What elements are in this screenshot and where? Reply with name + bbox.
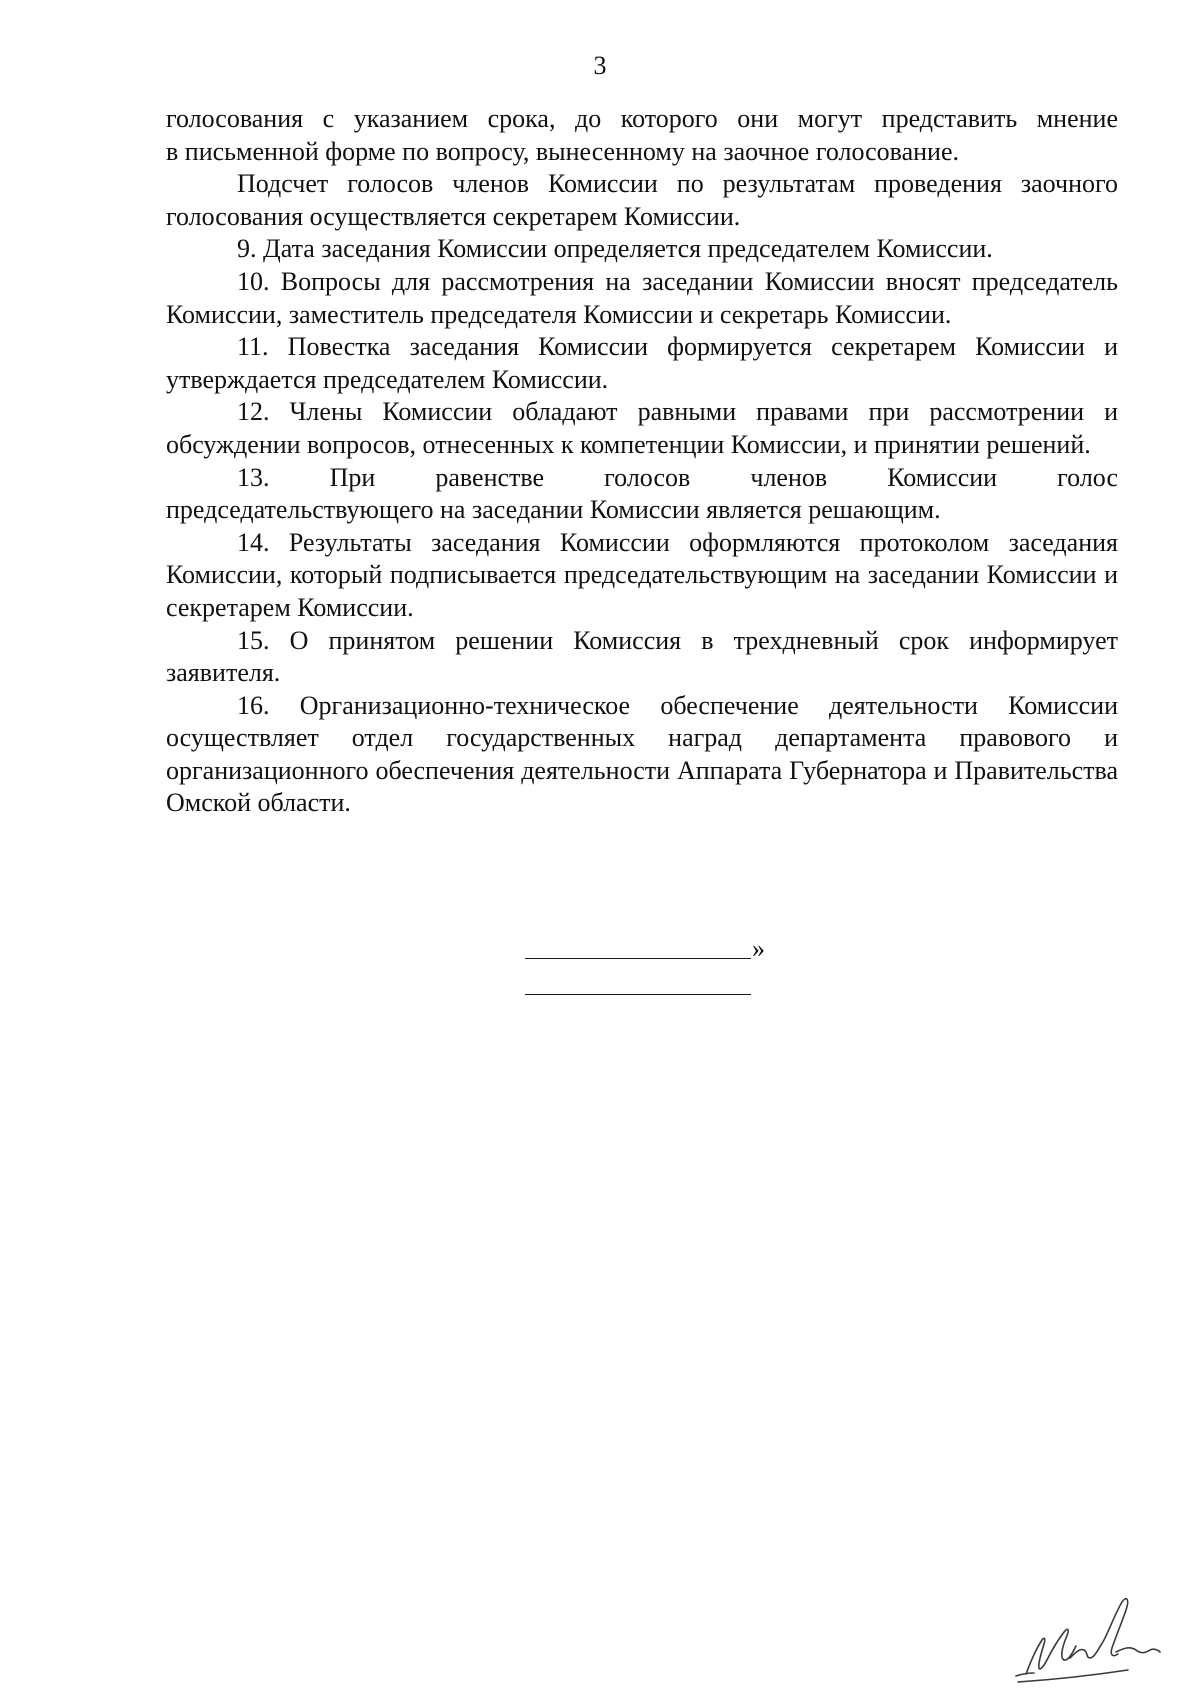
paragraph-item-10: 10. Вопросы для рассмотрения на заседании Комиссии вносят председатель Комиссии, заместитель председателя Комиссии и секретарь Комиссии.	[166, 266, 1118, 329]
closing-quote-mark: »	[752, 934, 765, 963]
paragraph-item-13-line-2: председательствующего на заседании Комиссии является решающим.	[166, 495, 941, 525]
closing-mark	[525, 928, 765, 1008]
signature-mark	[1008, 1588, 1168, 1683]
paragraph-item-16: 16. Организационно-техническое обеспечение деятельности Комиссии осуществляет отдел государственных наград департамента правового и организационного обеспечения деятельности Аппарата Губернатора и Правительства Омской области.	[166, 690, 1118, 818]
document-body	[166, 103, 1118, 820]
paragraph-item-14: 14. Результаты заседания Комиссии оформляются протоколом заседания Комиссии, который подписывается председательствующим на заседании Комиссии и секретарем Комиссии.	[166, 527, 1118, 622]
closing-rule-top	[525, 958, 751, 959]
paragraph-item-12: 12. Члены Комиссии обладают равными правами при рассмотрении и обсуждении вопросов, отнесенных к компетенции Комиссии, и принятии решений.	[166, 397, 1118, 459]
closing-rule-bottom	[525, 994, 751, 995]
paragraph-continuation	[166, 103, 1118, 168]
page-number: 3	[593, 51, 607, 80]
paragraph-item-15: 15. О принятом решении Комиссия в трехдневный срок информирует заявителя.	[166, 625, 1118, 688]
paragraph-continuation-line-1: голосования с указанием срока, до которого они могут представить мнение	[166, 104, 1118, 133]
paragraph-item-13-line-1: 13. При равенстве голосов членов Комиссии голос	[237, 462, 1118, 492]
paragraph-item-13	[166, 462, 1118, 527]
paragraph-continuation-line-2: в письменной форме по вопросу, вынесенному на заочное голосование.	[166, 136, 959, 166]
paragraph-item-9: 9. Дата заседания Комиссии определяется председателем Комиссии.	[237, 234, 993, 264]
paragraph-item-11: 11. Повестка заседания Комиссии формируется секретарем Комиссии и утверждается председателем Комиссии.	[166, 332, 1118, 394]
paragraph-vote-count: Подсчет голосов членов Комиссии по результатам проведения заочного голосования осуществляется секретарем Комиссии.	[166, 169, 1118, 231]
